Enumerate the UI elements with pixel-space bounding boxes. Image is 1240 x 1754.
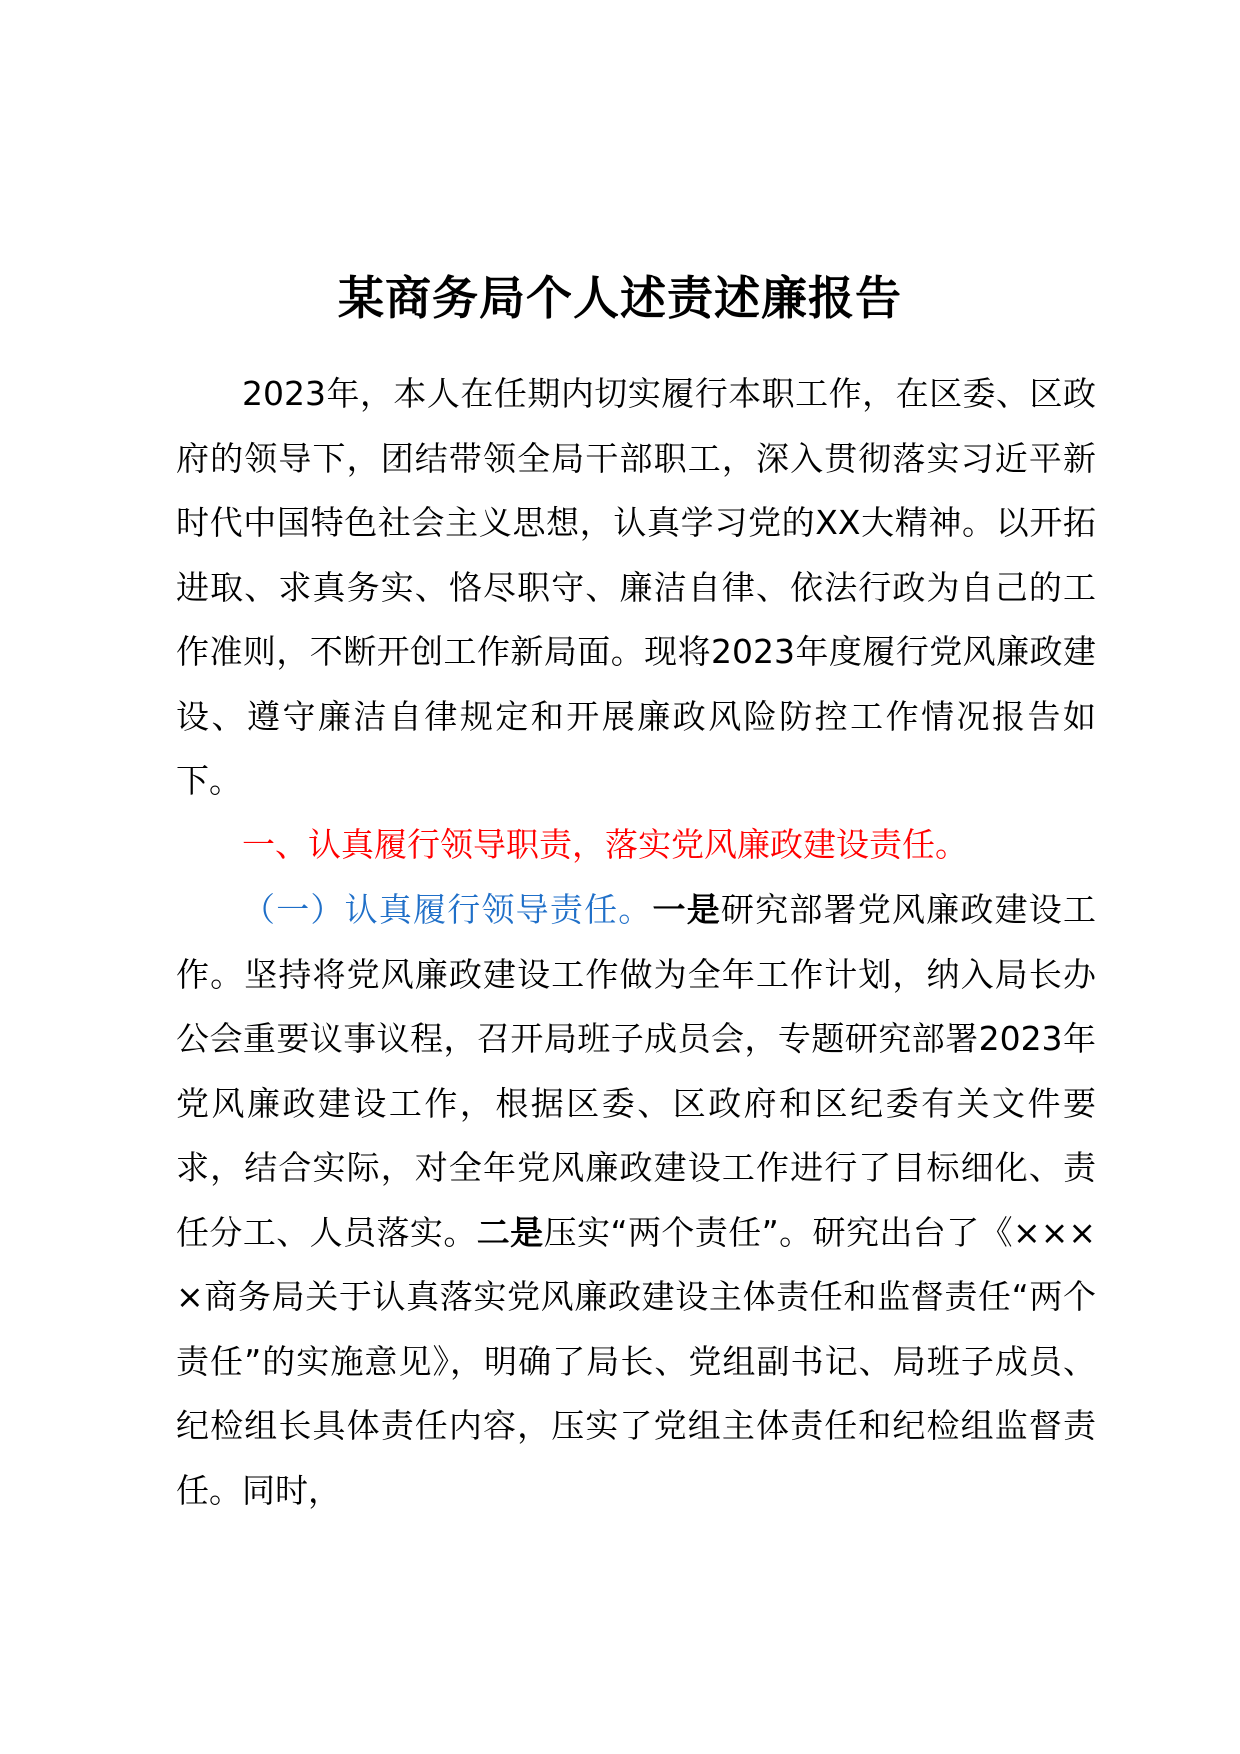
intro-paragraph: 2023年，本人在任期内切实履行本职工作，在区委、区政府的领导下，团结带领全局干部职工，深入贯彻落实习近平新时代中国特色社会主义思想，认真学习党的XX大精神。以开拓进取、求真务实、恪尽职守、廉洁自律、依法行政为自己的工作准则，不断开创工作新局面。现将2023年度履行党风廉政建设、遵守廉洁自律规定和开展廉政风险防控工作情况报告如下。 [176,374,1096,800]
point-text-1: 研究部署党风廉政建设工作。坚持将党风廉政建设工作做为全年工作计划，纳入局长办公会重要议事议程，召开局班子成员会，专题研究部署2023年党风廉政建设工作，根据区委、区政府和区纪委有关文件要求，结合实际，对全年党风廉政建设工作进行了目标细化、责任分工、人员落实。 [176,890,1097,1252]
subsection-heading-1: （一）认真履行领导责任。 [242,890,653,929]
document-title: 某商务局个人述责述廉报告 [338,271,902,325]
point-marker-1: 一是 [652,890,721,929]
point-text-2: 压实“两个责任”。研究出台了《××××商务局关于认真落实党风廉政建设主体责任和监督责任“两个责任”的实施意见》，明确了局长、党组副书记、局班子成员、纪检组长具体责任内容，压实了党组主体责任和纪检组监督责任。同时， [176,1212,1097,1510]
subsection-paragraph-1 [176,878,1096,1523]
point-marker-2: 二是 [476,1212,544,1252]
section-heading-1: 一、认真履行领导职责，落实党风廉政建设责任。 [242,825,968,864]
